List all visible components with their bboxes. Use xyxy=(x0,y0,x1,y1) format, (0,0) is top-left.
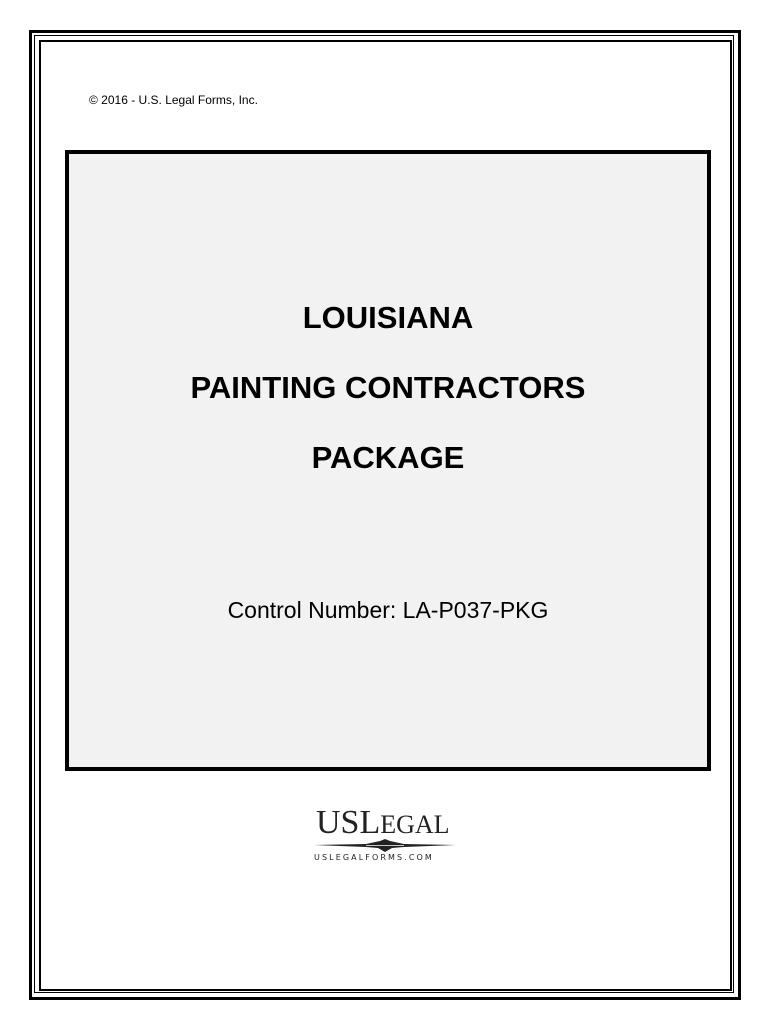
logo-wordmark-us: US xyxy=(316,804,360,841)
logo-wordmark-l: L xyxy=(359,804,381,841)
control-number: Control Number: LA-P037-PKG xyxy=(227,597,549,623)
title-subject: PAINTING CONTRACTORS xyxy=(190,370,586,405)
title-state: LOUISIANA xyxy=(302,300,474,335)
title-box xyxy=(65,150,711,771)
uslegal-logo xyxy=(300,805,470,865)
copyright-notice: © 2016 - U.S. Legal Forms, Inc. xyxy=(89,93,258,107)
title-package: PACKAGE xyxy=(311,440,465,475)
logo-wordmark xyxy=(316,805,450,843)
logo-url: USLEGALFORMS.COM xyxy=(314,853,434,862)
logo-wordmark-egal: EGAL xyxy=(380,810,450,839)
eagle-icon xyxy=(300,839,470,853)
